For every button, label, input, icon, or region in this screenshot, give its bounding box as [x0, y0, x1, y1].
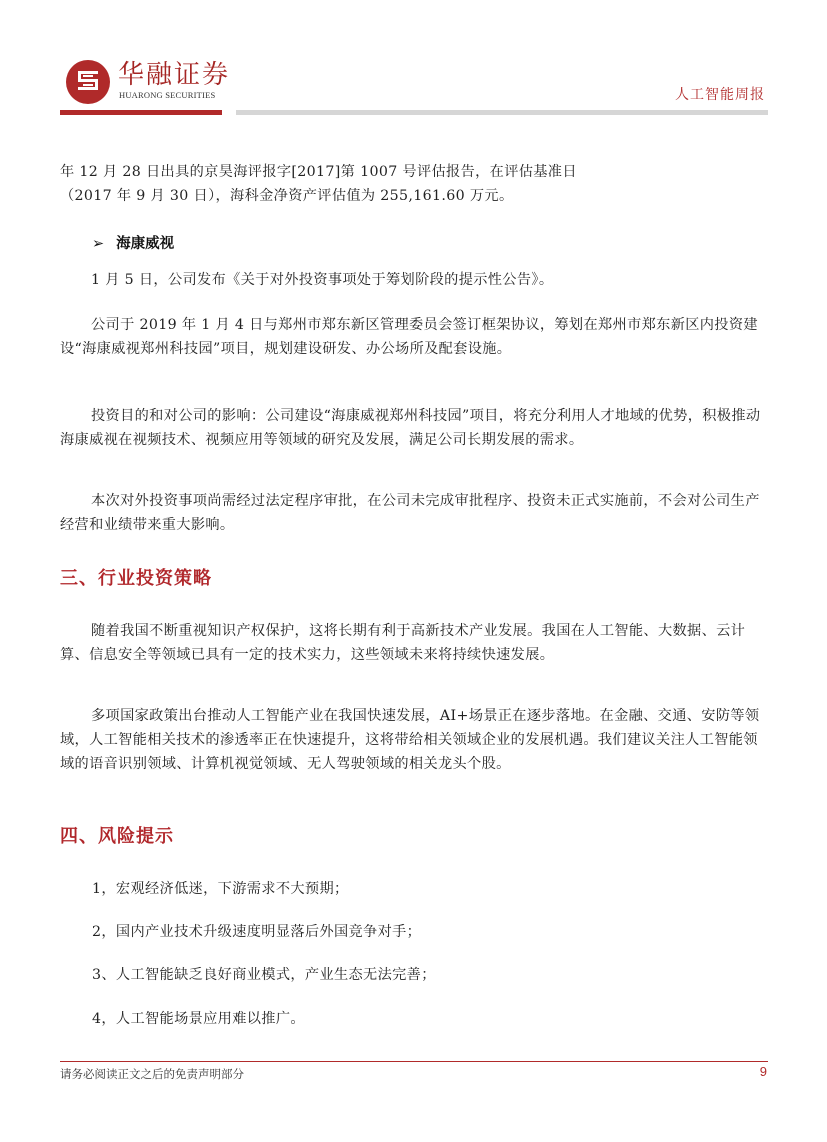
risk-item: 1，宏观经济低迷，下游需求不大预期； — [92, 881, 349, 897]
risk-item: 4，人工智能场景应用难以推广。 — [92, 1011, 305, 1027]
strategy-paragraph: 多项国家政策出台推动人工智能产业在我国快速发展，AI+场景正在逐步落地。在金融、交通、安防等领域，人工智能相关技术的渗透率正在快速提升，这将带给相关领域企业的发展机遇。我们建议关注人工智能领域的语音识别领域、计算机视觉领域、无人驾驶领域的相关龙头个股。 — [60, 708, 760, 772]
footer-disclaimer: 请务必阅读正文之后的免责声明部分 — [60, 1067, 244, 1081]
company-logo-icon — [66, 60, 110, 104]
intro-line-1: 年 12 月 28 日出具的京昊海评报字[2017]第 1007 号评估报告，在评估基准日 — [60, 164, 577, 180]
company-title: 海康威视 — [116, 236, 175, 252]
header-grey-bar — [236, 110, 768, 115]
company-paragraph: 投资目的和对公司的影响：公司建设“海康威视郑州科技园”项目，将充分利用人才地域的优势，积极推动海康威视在视频技术、视频应用等领域的研究及发展，满足公司长期发展的需求。 — [60, 408, 761, 448]
logo-glyph-icon — [73, 67, 103, 97]
risk-item: 3、人工智能缺乏良好商业模式，产业生态无法完善； — [92, 967, 436, 983]
report-name: 人工智能周报 — [675, 87, 765, 103]
strategy-paragraph: 随着我国不断重视知识产权保护，这将长期有利于高新技术产业发展。我国在人工智能、大数据、云计算、信息安全等领域已具有一定的技术实力，这些领域未来将持续快速发展。 — [60, 623, 746, 663]
page-number: 9 — [759, 1064, 767, 1079]
section-heading-strategy: 三、行业投资策略 — [60, 568, 212, 589]
company-paragraph: 1 月 5 日，公司发布《关于对外投资事项处于筹划阶段的提示性公告》。 — [91, 272, 554, 288]
section-heading-risk: 四、风险提示 — [60, 826, 174, 847]
logo-english-name: HUARONG SECURITIES — [119, 90, 216, 100]
company-paragraph: 公司于 2019 年 1 月 4 日与郑州市郑东新区管理委员会签订框架协议，筹划在郑州市郑东新区内投资建设“海康威视郑州科技园”项目，规划建设研发、办公场所及配套设施。 — [60, 317, 758, 357]
arrow-bullet-icon: ➢ — [92, 236, 105, 252]
intro-line-2: （2017 年 9 月 30 日），海科金净资产评估值为 255,161.60 万元。 — [60, 188, 514, 204]
header-red-bar — [60, 110, 222, 115]
logo-chinese-name: 华融证券 — [118, 60, 231, 90]
company-paragraph: 本次对外投资事项尚需经过法定程序审批，在公司未完成审批程序、投资未正式实施前，不会对公司生产经营和业绩带来重大影响。 — [60, 493, 760, 533]
risk-item: 2，国内产业技术升级速度明显落后外国竞争对手； — [92, 924, 422, 940]
company-subheading — [92, 232, 174, 253]
footer-divider — [60, 1061, 768, 1062]
